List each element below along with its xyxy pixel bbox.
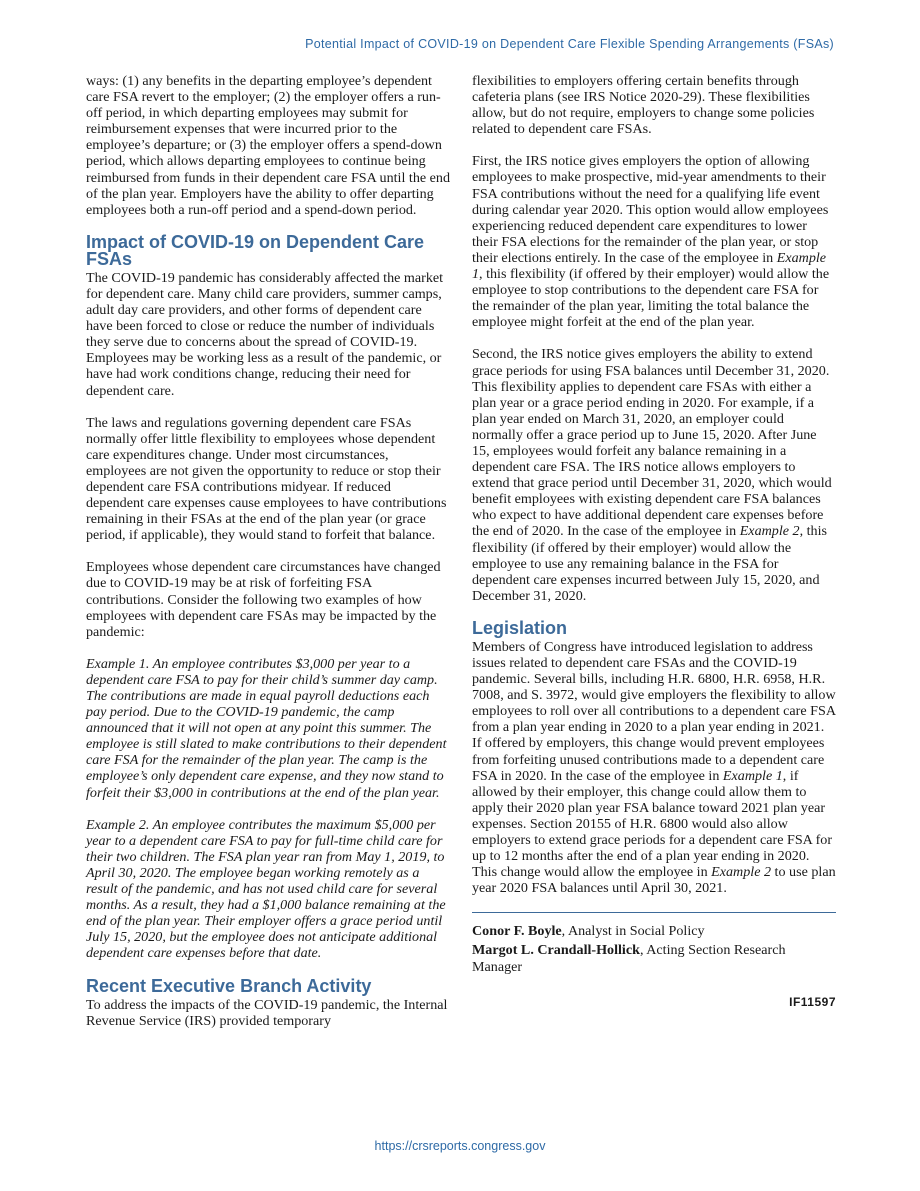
text-segment: Members of Congress have introduced legislation to address issues related to dependent care FSAs and the COVID-19 pandemic. Several bills, including H.R. 6800, H.R. 6958, H.R. 7008, and S. 3972, would give employers the flexibility to allow employees to roll over all contributions to a dependent care FSA from a plan year ending in 2020 to a plan year ending in 2021. If offered by employers, this change would prevent employees from forfeiting unused contributions made to a dependent care FSA in 2020. In the case of the employee in	[472, 638, 836, 784]
example-reference: Example 1	[722, 767, 783, 784]
author-name: Margot L. Crandall-Hollick	[472, 942, 640, 959]
footer-url-link[interactable]: https://crsreports.congress.gov	[374, 1139, 546, 1153]
executive-branch-heading: Recent Executive Branch Activity	[86, 975, 372, 996]
report-id: IF11597	[789, 995, 836, 1010]
second-flexibility-paragraph	[472, 346, 836, 604]
author-title: , Acting Section Research Manager	[472, 942, 786, 976]
first-flexibility-paragraph	[472, 153, 836, 330]
example-reference: Example 1	[472, 249, 827, 283]
text-segment: , this flexibility (if offered by their employer) would allow the employee to use any remaining balance in the FSA for dependent care expenses incurred between July 15, 2020, and December 31, 2020.	[472, 523, 828, 604]
legislation-heading: Legislation	[472, 617, 568, 638]
continuation-paragraph: flexibilities to employers offering certain benefits through cafeteria plans (see IRS Notice 2020-29). These flexibilities allow, but do not require, employers to change some policies related to dependent care FSAs.	[472, 73, 815, 138]
text-segment: Second, the IRS notice gives employers the ability to extend grace periods for using FSA balances until December 31, 2020. This flexibility applies to dependent care FSAs with either a plan year or a grace period ending in 2020. For example, if a plan year ended on March 31, 2020, an employer could normally offer a grace period up to June 15, 2020. After June 15, employees would forfeit any balance remaining in a dependent care FSA. The IRS notice allows employers to extend that grace period until December 31, 2020, which would benefit employees with existing dependent care FSA balances who expect to have additional dependent care expenses before the end of 2020. In the case of the employee in	[472, 346, 832, 540]
executive-branch-paragraph: To address the impacts of the COVID-19 pandemic, the Internal Revenue Service (IRS) provided temporary	[86, 996, 448, 1029]
impact-paragraph-2: The laws and regulations governing dependent care FSAs normally offer little flexibility to employees whose dependent care expenditures change. Under most circumstances, employees are not given the opportunity to reduce or stop their dependent care FSA contributions midyear. If reduced dependent care expenses cause employees to have contributions remaining in their FSAs at the end of the plan year (or grace period, if applicable), they would stand to forfeit that balance.	[86, 414, 447, 544]
text-segment: to use plan year 2020 FSA balances until April 30, 2021.	[472, 864, 836, 897]
author-divider	[472, 912, 836, 913]
impact-heading: Impact of COVID-19 on Dependent Care FSAs	[86, 231, 425, 269]
left-column	[86, 73, 450, 1045]
text-segment: , this flexibility (if offered by their employer) would allow the employee to stop contributions to the dependent care FSA for the remainder of the plan year, limiting the total balance the employee might forfeit at the end of the plan year.	[472, 266, 830, 331]
intro-paragraph: ways: (1) any benefits in the departing employee’s dependent care FSA revert to the employer; (2) the employer offers a run-off period, in which departing employees may submit for reimbursement expenses that were incurred prior to the employee’s departure; or (3) the employer offers a spend-down period, which allows departing employees to continue being reimbursed from funds in their dependent care FSA until the end of the plan year. Employers have the ability to offer departing employees both a run-off period and a spend-down period.	[86, 73, 451, 218]
text-segment: , if allowed by their employer, this change could allow them to apply their 2020 plan year FSA balance toward 2021 plan year expenses. Section 20155 of H.R. 6800 would also allow employers to extend grace periods for a dependent care FSA for up to 12 months after the end of a plan year ending in 2020. This change would allow the employee in	[472, 767, 833, 881]
author-entry	[472, 942, 836, 976]
author-name: Conor F. Boyle	[472, 923, 562, 940]
impact-paragraph-1: The COVID-19 pandemic has considerably affected the market for dependent care. Many child care providers, summer camps, adult day care providers, and other forms of dependent care have been forced to close or reduce the number of individuals they serve due to concerns about the spread of COVID-19. Employees may be working less as a result of the pandemic, or have had work conditions change, reducing their need for dependent care.	[86, 269, 444, 399]
right-column	[472, 73, 836, 1011]
example-reference: Example 2	[739, 523, 800, 540]
author-title: , Analyst in Social Policy	[561, 923, 705, 940]
author-entry	[472, 923, 836, 940]
example-1-paragraph: Example 1. An employee contributes $3,000 per year to a dependent care FSA to pay for their child’s summer day camp. The contributions are made in equal payroll deductions each pay period. Due to the COVID-19 pandemic, the camp announced that it will not open at any point this summer. The employee is still slated to make contributions to their dependent care FSA for the remainder of the plan year. The camp is the employee’s only dependent care expense, and they now stand to forfeit their $3,000 in contributions at the end of the plan year.	[86, 655, 447, 801]
legislation-paragraph	[472, 639, 836, 897]
impact-paragraph-3: Employees whose dependent care circumstances have changed due to COVID-19 may be at risk of forfeiting FSA contributions. Consider the following two examples of how employees with dependent care FSAs may be impacted by the pandemic:	[86, 559, 441, 640]
example-2-paragraph: Example 2. An employee contributes the maximum $5,000 per year to a dependent care FSA to pay for full-time child care for their two children. The FSA plan year ran from May 1, 2019, to April 30, 2020. The employee began working remotely as a result of the pandemic, and has not used child care for several months. As a result, they had a $1,000 balance remaining at the end of the plan year. Their employer offers a grace period until July 15, 2020, but the employee does not anticipate additional dependent care expenses before that date.	[86, 816, 446, 962]
text-segment: First, the IRS notice gives employers the option of allowing employees to make prospective, mid-year amendments to their FSA contributions without the need for a qualifying life event during calendar year 2020. This option would allow employees experiencing reduced dependent care expenditures to lower their FSA elections for the remainder of the plan year, or stop their elections entirely. In the case of the employee in	[472, 153, 829, 266]
running-header: Potential Impact of COVID-19 on Dependent Care Flexible Spending Arrangements (FSAs)	[305, 37, 834, 51]
example-reference: Example 2	[711, 864, 772, 881]
